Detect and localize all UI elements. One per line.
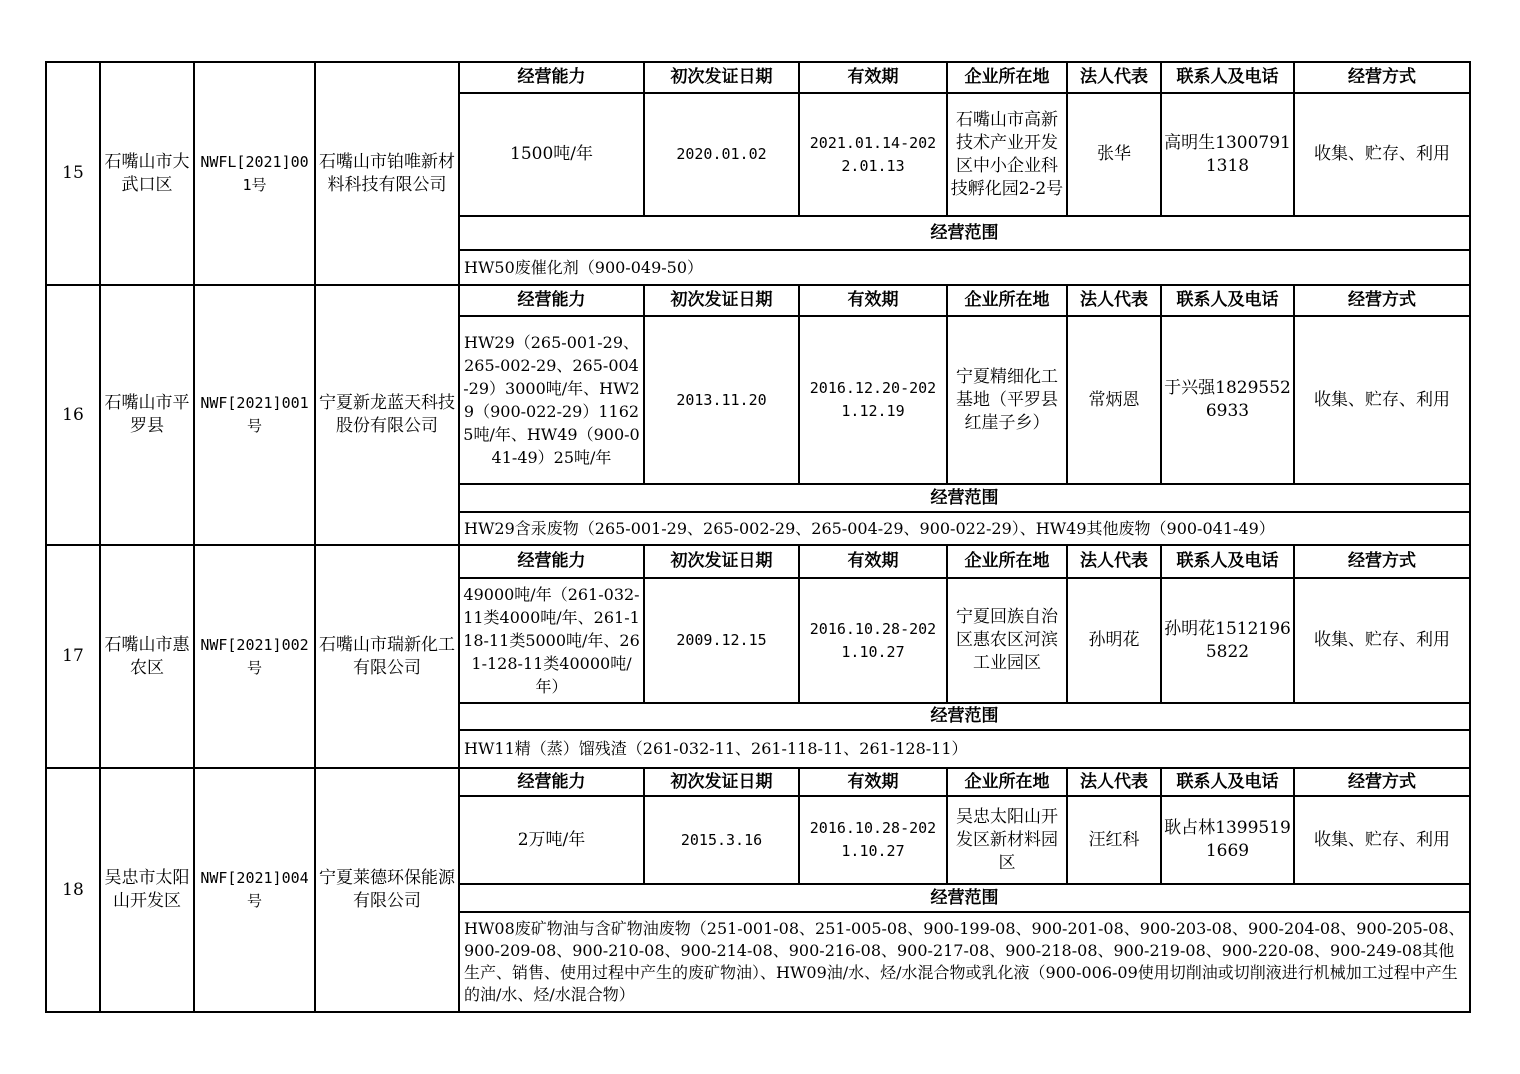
header-capacity: 经营能力 — [459, 545, 644, 578]
location-cell: 宁夏回族自治区惠农区河滨工业园区 — [947, 578, 1067, 703]
row-number: 17 — [46, 545, 100, 768]
mode-cell: 收集、贮存、利用 — [1294, 93, 1470, 216]
row-number: 15 — [46, 62, 100, 285]
capacity-cell: HW29（265-001-29、265-002-29、265-004-29）3000吨/年、HW29（900-022-29）11625吨/年、HW49（900-041-49）25吨/年 — [459, 316, 644, 484]
table-row — [46, 62, 1470, 93]
header-location: 企业所在地 — [947, 62, 1067, 93]
header-legal-rep: 法人代表 — [1067, 285, 1161, 316]
region-cell: 石嘴山市大武口区 — [100, 62, 194, 285]
location-cell: 宁夏精细化工基地（平罗县红崖子乡） — [947, 316, 1067, 484]
header-capacity: 经营能力 — [459, 62, 644, 93]
header-contact: 联系人及电话 — [1161, 285, 1294, 316]
header-capacity: 经营能力 — [459, 768, 644, 796]
legal-rep-cell: 孙明花 — [1067, 578, 1161, 703]
header-capacity: 经营能力 — [459, 285, 644, 316]
table-row — [46, 768, 1470, 796]
header-legal-rep: 法人代表 — [1067, 545, 1161, 578]
first-date-cell: 2015.3.16 — [644, 796, 799, 884]
header-scope: 经营范围 — [459, 703, 1470, 730]
header-legal-rep: 法人代表 — [1067, 768, 1161, 796]
header-location: 企业所在地 — [947, 768, 1067, 796]
header-mode: 经营方式 — [1294, 545, 1470, 578]
header-mode: 经营方式 — [1294, 62, 1470, 93]
company-name: 石嘴山市铂唯新材料科技有限公司 — [315, 62, 459, 285]
header-mode: 经营方式 — [1294, 285, 1470, 316]
region-cell: 石嘴山市惠农区 — [100, 545, 194, 768]
scope-cell: HW11精（蒸）馏残渣（261-032-11、261-118-11、261-128-11） — [459, 730, 1470, 768]
region-cell: 石嘴山市平罗县 — [100, 285, 194, 545]
header-legal-rep: 法人代表 — [1067, 62, 1161, 93]
header-scope: 经营范围 — [459, 216, 1470, 250]
header-validity: 有效期 — [799, 545, 947, 578]
location-cell: 吴忠太阳山开发区新材料园区 — [947, 796, 1067, 884]
header-contact: 联系人及电话 — [1161, 768, 1294, 796]
first-date-cell: 2009.12.15 — [644, 578, 799, 703]
company-name: 宁夏莱德环保能源有限公司 — [315, 768, 459, 1012]
row-number: 18 — [46, 768, 100, 1012]
capacity-cell: 49000吨/年（261-032-11类4000吨/年、261-118-11类5000吨/年、261-128-11类40000吨/年） — [459, 578, 644, 703]
legal-rep-cell: 汪红科 — [1067, 796, 1161, 884]
scope-cell: HW29含汞废物（265-001-29、265-002-29、265-004-29、900-022-29）、HW49其他废物（900-041-49） — [459, 512, 1470, 545]
company-name: 石嘴山市瑞新化工有限公司 — [315, 545, 459, 768]
mode-cell: 收集、贮存、利用 — [1294, 316, 1470, 484]
validity-cell: 2016.12.20-2021.12.19 — [799, 316, 947, 484]
validity-cell: 2021.01.14-2022.01.13 — [799, 93, 947, 216]
row-number: 16 — [46, 285, 100, 545]
license-table — [45, 61, 1471, 1013]
company-name: 宁夏新龙蓝天科技股份有限公司 — [315, 285, 459, 545]
header-first-date: 初次发证日期 — [644, 768, 799, 796]
scope-cell: HW08废矿物油与含矿物油废物（251-001-08、251-005-08、900-199-08、900-201-08、900-203-08、900-204-08、900-205-08、900-209-08、900-210-08、900-214-08、900-216-08、900-217-08、900-218-08、900-219-08、900-220-08、900-249-08其他生产、销售、使用过程中产生的废矿物油）、HW09油/水、烃/水混合物或乳化液（900-006-09使用切削油或切削液进行机械加工过程中产生的油/水、烃/水混合物） — [459, 912, 1470, 1012]
legal-rep-cell: 张华 — [1067, 93, 1161, 216]
header-first-date: 初次发证日期 — [644, 285, 799, 316]
header-contact: 联系人及电话 — [1161, 62, 1294, 93]
header-validity: 有效期 — [799, 62, 947, 93]
scope-cell: HW50废催化剂（900-049-50） — [459, 250, 1470, 285]
validity-cell: 2016.10.28-2021.10.27 — [799, 796, 947, 884]
header-validity: 有效期 — [799, 768, 947, 796]
license-number: NWF[2021]004号 — [194, 768, 315, 1012]
contact-cell: 耿占林13995191669 — [1161, 796, 1294, 884]
license-number: NWFL[2021]001号 — [194, 62, 315, 285]
table-row — [46, 545, 1470, 578]
license-number: NWF[2021]002号 — [194, 545, 315, 768]
header-first-date: 初次发证日期 — [644, 545, 799, 578]
capacity-cell: 2万吨/年 — [459, 796, 644, 884]
contact-cell: 高明生13007911318 — [1161, 93, 1294, 216]
header-location: 企业所在地 — [947, 545, 1067, 578]
legal-rep-cell: 常炳恩 — [1067, 316, 1161, 484]
mode-cell: 收集、贮存、利用 — [1294, 796, 1470, 884]
header-contact: 联系人及电话 — [1161, 545, 1294, 578]
header-mode: 经营方式 — [1294, 768, 1470, 796]
first-date-cell: 2020.01.02 — [644, 93, 799, 216]
table-row — [46, 285, 1470, 316]
first-date-cell: 2013.11.20 — [644, 316, 799, 484]
region-cell: 吴忠市太阳山开发区 — [100, 768, 194, 1012]
header-location: 企业所在地 — [947, 285, 1067, 316]
header-validity: 有效期 — [799, 285, 947, 316]
capacity-cell: 1500吨/年 — [459, 93, 644, 216]
header-scope: 经营范围 — [459, 484, 1470, 512]
location-cell: 石嘴山市高新技术产业开发区中小企业科技孵化园2-2号 — [947, 93, 1067, 216]
validity-cell: 2016.10.28-2021.10.27 — [799, 578, 947, 703]
contact-cell: 于兴强18295526933 — [1161, 316, 1294, 484]
header-scope: 经营范围 — [459, 884, 1470, 912]
header-first-date: 初次发证日期 — [644, 62, 799, 93]
mode-cell: 收集、贮存、利用 — [1294, 578, 1470, 703]
license-number: NWF[2021]001号 — [194, 285, 315, 545]
contact-cell: 孙明花15121965822 — [1161, 578, 1294, 703]
